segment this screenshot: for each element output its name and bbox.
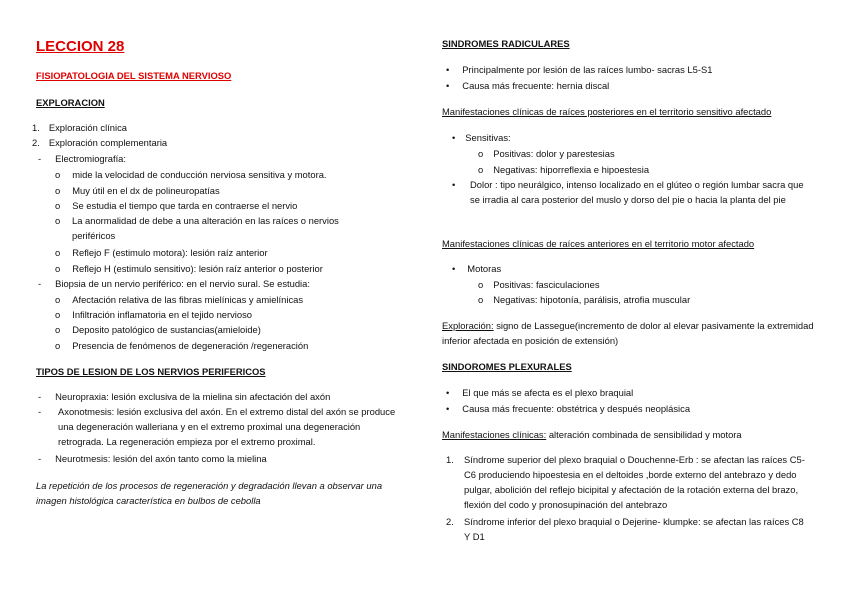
list-item: - Neuropraxia: lesión exclusiva de la mielina sin afectación del axón (38, 391, 331, 402)
list-item: 1. Síndrome superior del plexo braquial o Douchenne-Erb : se afectan las raíces C5-C6 produciendo hipoestesia en el deltoides ,borde externo del antebrazo y dedo pulgar, abolición del reflejo bicipital y afectación de la rotación externa del brazo, flexión del codo y pronosupinación del antebrazo (446, 454, 805, 510)
lesson-title: LECCION 28 (36, 38, 125, 55)
list-item: o Positivas: fasciculaciones (478, 279, 600, 290)
list-item: • Sensitivas: (452, 132, 511, 143)
list-item: 1. Exploración clínica (32, 122, 127, 133)
posterior-heading: Manifestaciones clínicas de raíces posteriores en el territorio sensitivo afectado (442, 106, 772, 117)
list-item: o Presencia de fenómenos de degeneración /regeneración (55, 340, 309, 351)
list-item: o Negativas: hiporreflexia e hipoestesia (478, 164, 650, 175)
list-item: • Dolor : tipo neurálgico, intenso localizado en el glúteo o región lumbar sacra que se irradia al cara posterior del muslo y dorso del pie o hacia la planta del pie (452, 179, 804, 205)
manifest-label: Manifestaciones clínicas: (442, 429, 547, 440)
list-item: - Neurotmesis: lesión del axón tanto como la mielina (38, 453, 267, 464)
list-item: o La anormalidad de debe a una alteración en las raíces o nervios periféricos (55, 215, 339, 241)
list-item: o Positivas: dolor y parestesias (478, 148, 615, 159)
exploration-paragraph (442, 318, 817, 348)
list-item: - Electromiografía: (38, 153, 126, 164)
exploration-label: Exploración: (442, 320, 494, 331)
list-item: • El que más se afecta es el plexo braquial (446, 387, 634, 398)
manifest-paragraph (442, 427, 742, 442)
radicular-heading: SINDROMES RADICULARES (442, 38, 570, 49)
list-item: • Motoras (452, 263, 502, 274)
list-item: • Causa más frecuente: hernia discal (446, 80, 610, 91)
exploration-heading: EXPLORACION (36, 97, 105, 108)
list-item: o mide la velocidad de conducción nerviosa sensitiva y motora. (55, 169, 327, 180)
list-item: o Se estudia el tiempo que tarda en contraerse el nervio (55, 200, 298, 211)
anterior-heading: Manifestaciones clínicas de raíces anteriores en el territorio motor afectado (442, 238, 755, 249)
note-text: La repetición de los procesos de regeneración y degradación llevan a observar una imagen histológica característica en bulbos de cebolla (36, 480, 383, 506)
subtitle: FISIOPATOLOGIA DEL SISTEMA NERVIOSO (36, 70, 232, 81)
list-item: o Muy útil en el dx de polineuropatías (55, 185, 220, 196)
list-item: o Afectación relativa de las fibras mielínicas y amielínicas (55, 294, 304, 305)
list-item: 2. Exploración complementaria (32, 137, 168, 148)
list-item: o Negativas: hipotonía, parálisis, atrofia muscular (478, 294, 691, 305)
exploration-text: signo de Lassegue(incremento de dolor al elevar pasivamente la extremidad inferior afectada en posición de extensión) (442, 320, 814, 346)
list-item: o Infiltración inflamatoria en el tejido nervioso (55, 309, 253, 320)
list-item: o Reflejo H (estimulo sensitivo): lesión raíz anterior o posterior (55, 263, 323, 274)
list-item: • Causa más frecuente: obstétrica y después neoplásica (446, 403, 691, 414)
lesion-heading: TIPOS DE LESION DE LOS NERVIOS PERIFERICOS (36, 366, 266, 377)
list-item: • Principalmente por lesión de las raíces lumbo- sacras L5-S1 (446, 64, 713, 75)
plexus-heading: SINDOROMES PLEXURALES (442, 361, 572, 372)
list-item: o Reflejo F (estimulo motora): lesión raíz anterior (55, 247, 268, 258)
manifest-text: alteración combinada de sensibilidad y motora (546, 429, 742, 440)
list-item: - Axonotmesis: lesión exclusiva del axón. En el extremo distal del axón se produce una degeneración walleriana y en el extremo proximal una degeneración retrograda. La regeneración empieza por el extremo proximal. (38, 406, 396, 447)
list-item: - Biopsia de un nervio periférico: en el nervio sural. Se estudia: (38, 278, 310, 289)
list-item: o Deposito patológico de sustancias(amieloide) (55, 324, 261, 335)
list-item: 2. Síndrome inferior del plexo braquial o Dejerine- klumpke: se afectan las raíces C8 Y D1 (446, 516, 804, 542)
